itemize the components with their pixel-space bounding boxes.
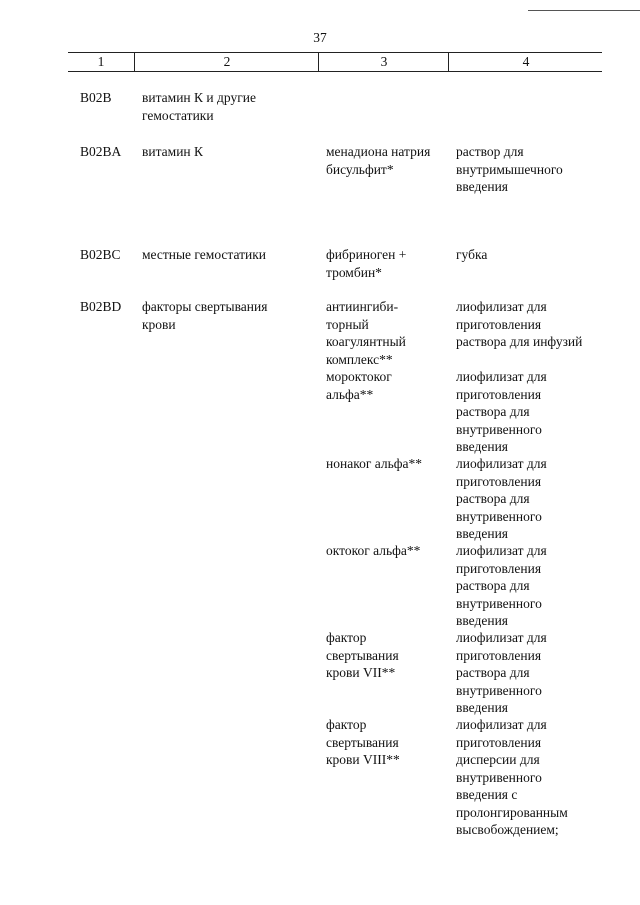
- row-group: витамин К: [142, 144, 204, 159]
- row-group: местные гемостатики: [142, 247, 267, 262]
- header-col-3: 3: [318, 53, 449, 71]
- dosage-form: лиофилизат для приготовления раствора для внутривенного введения: [456, 369, 547, 454]
- drug-name: менадиона натрия бисульфит*: [326, 144, 431, 177]
- top-right-rule: [528, 10, 640, 11]
- drug-name: мороктоког альфа**: [326, 369, 392, 402]
- dosage-form: лиофилизат для приготовления раствора для внутривенного введения: [456, 456, 547, 541]
- row-group: витамин К и другие гемостатики: [142, 90, 256, 123]
- dosage-form: раствор для внутримышечного введения: [456, 144, 563, 194]
- drug-name: фактор свертывания крови VIII**: [326, 717, 400, 767]
- dosage-form: губка: [456, 247, 488, 262]
- row-code: B02BC: [80, 247, 121, 262]
- row-code: B02BD: [80, 299, 122, 314]
- row-group: факторы свертывания крови: [142, 299, 268, 332]
- header-col-4: 4: [448, 53, 603, 71]
- row-code: B02B: [80, 90, 112, 105]
- header-col-1: 1: [97, 54, 105, 69]
- row-code: B02BA: [80, 144, 122, 159]
- dosage-form: лиофилизат для приготовления раствора для внутривенного введения: [456, 543, 547, 628]
- table-header: [68, 52, 602, 72]
- header-col-2: 2: [134, 53, 319, 71]
- dosage-form: лиофилизат для приготовления дисперсии для внутривенного введения с пролонгированным высвобождением;: [456, 717, 568, 837]
- drug-name: антиингиби- торный коагулянтный комплекс**: [326, 299, 406, 367]
- dosage-form: лиофилизат для приготовления раствора для инфузий: [456, 299, 583, 349]
- drug-name: октоког альфа**: [326, 543, 421, 558]
- drug-name: фактор свертывания крови VII**: [326, 630, 399, 680]
- dosage-form: лиофилизат для приготовления раствора для внутривенного введения: [456, 630, 547, 715]
- drug-name: фибриноген + тромбин*: [326, 247, 407, 280]
- page-number: 37: [313, 30, 327, 45]
- drug-name: нонаког альфа**: [326, 456, 422, 471]
